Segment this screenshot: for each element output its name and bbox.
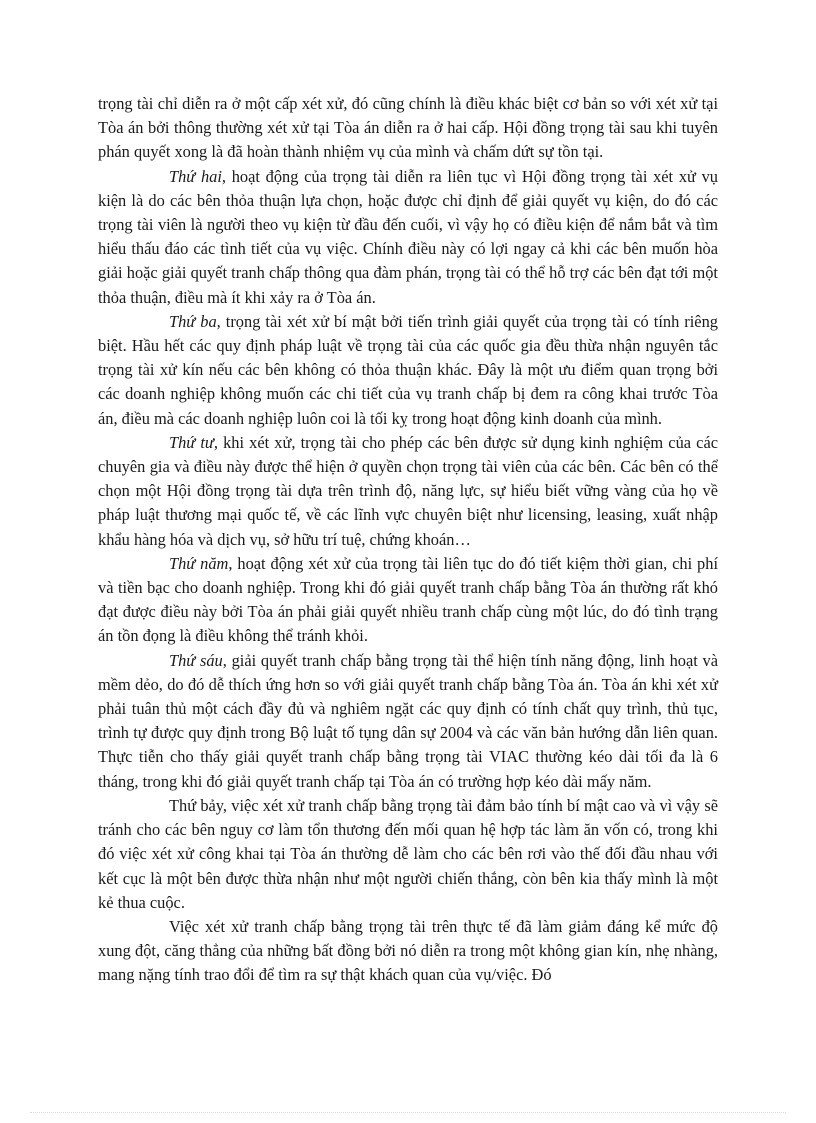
paragraph-4: [98, 431, 718, 552]
paragraph-3: [98, 310, 718, 431]
paragraph-text: trọng tài chỉ diễn ra ở một cấp xét xử, đó cũng chính là điều khác biệt cơ bản so với xét xử tại Tòa án bởi thông thường xét xử tại Tòa án diễn ra ở hai cấp. Hội đồng trọng tài sau khi tuyên phán quyết xong là đã hoàn thành nhiệm vụ của mình và chấm dứt sự tồn tại.: [98, 94, 718, 162]
paragraph-lead: Thứ hai: [169, 166, 222, 186]
paragraph-text: , khi xét xử, trọng tài cho phép các bên được sử dụng kinh nghiệm của các chuyên gia và điều này được thể hiện ở quyền chọn trọng tài viên của các bên. Các bên có thể chọn một Hội đồng trọng tài dựa trên trình độ, năng lực, sự hiểu biết vững vàng của họ về pháp luật thương mại quốc tế, về các lĩnh vực chuyên biệt như licensing, leasing, xuất nhập khẩu hàng hóa và dịch vụ, sở hữu trí tuệ, chứng khoán…: [98, 432, 718, 549]
paragraph-6: [98, 649, 718, 794]
paragraph-text: , hoạt động của trọng tài diễn ra liên tục vì Hội đồng trọng tài xét xử vụ kiện là do các bên thỏa thuận lựa chọn, hoặc được chỉ định để giải quyết vụ kiện, do đó các trọng tài viên là người theo vụ kiện từ đầu đến cuối, vì vậy họ có điều kiện để nắm bắt và tìm hiểu thấu đáo các tình tiết của vụ việc. Chính điều này có lợi ngay cả khi các bên muốn hòa giải hoặc giải quyết tranh chấp thông qua đàm phán, trọng tài có thể hỗ trợ các bên đạt tới một thỏa thuận, điều mà ít khi xảy ra ở Tòa án.: [98, 166, 718, 307]
paragraph-text: , hoạt động xét xử của trọng tài liên tục do đó tiết kiệm thời gian, chi phí và tiền bạc cho doanh nghiệp. Trong khi đó giải quyết tranh chấp bằng Tòa án thường rất khó đạt được điều này bởi Tòa án phải giải quyết nhiều tranh chấp cùng một lúc, do đó tình trạng án tồn đọng là điều không thể tránh khỏi.: [98, 553, 719, 646]
page-bottom-divider: [30, 1112, 786, 1113]
paragraph-lead: Thứ tư: [169, 432, 214, 452]
paragraph-lead: Thứ năm: [169, 553, 229, 573]
paragraph-lead: Thứ sáu: [169, 650, 223, 670]
paragraph-5: [98, 552, 718, 649]
paragraph-lead: Thứ ba: [169, 311, 217, 331]
paragraph-text: , giải quyết tranh chấp bằng trọng tài thể hiện tính năng động, linh hoạt và mềm dẻo, do đó dễ thích ứng hơn so với giải quyết tranh chấp bằng Tòa án. Tòa án khi xét xử phải tuân thủ một cách đầy đủ và nghiêm ngặt các quy định có tính chất quy trình, thủ tục, trình tự được quy định trong Bộ luật tố tụng dân sự 2004 và các văn bản hướng dẫn liên quan. Thực tiễn cho thấy giải quyết tranh chấp bằng trọng tài VIAC thường kéo dài tối đa là 6 tháng, trong khi đó giải quyết tranh chấp tại Tòa án có trường hợp kéo dài mấy năm.: [98, 650, 719, 791]
paragraph-8: [98, 915, 718, 988]
paragraph-text: , trọng tài xét xử bí mật bởi tiến trình giải quyết của trọng tài có tính riêng biệt. Hầu hết các quy định pháp luật về trọng tài của các quốc gia đều thừa nhận nguyên tắc trọng tài xử kín nếu các bên không có thỏa thuận khác. Đây là một ưu điểm quan trọng bởi các doanh nghiệp không muốn các chi tiết của vụ tranh chấp bị đem ra công khai trước Tòa án, điều mà các doanh nghiệp luôn coi là tối kỵ trong hoạt động kinh doanh của mình.: [98, 311, 718, 428]
paragraph-1: [98, 92, 718, 165]
paragraph-text: Việc xét xử tranh chấp bằng trọng tài trên thực tế đã làm giảm đáng kể mức độ xung đột, căng thẳng của những bất đồng bởi nó diễn ra trong một không gian kín, nhẹ nhàng, mang nặng tính trao đổi để tìm ra sự thật khách quan của vụ/việc. Đó: [98, 916, 718, 985]
paragraph-2: [98, 165, 718, 310]
document-page: [98, 92, 718, 988]
paragraph-text: Thứ bảy, việc xét xử tranh chấp bằng trọng tài đảm bảo tính bí mật cao và vì vậy sẽ tránh cho các bên nguy cơ làm tổn thương đến mối quan hệ hợp tác làm ăn vốn có, trong khi đó việc xét xử công khai tại Tòa án thường dễ làm cho các bên rơi vào thế đối đầu nhau với kết cục là một bên được thừa nhận như một người chiến thắng, còn bên kia thấy mình là một kẻ thua cuộc.: [98, 795, 718, 912]
paragraph-7: [98, 794, 718, 915]
